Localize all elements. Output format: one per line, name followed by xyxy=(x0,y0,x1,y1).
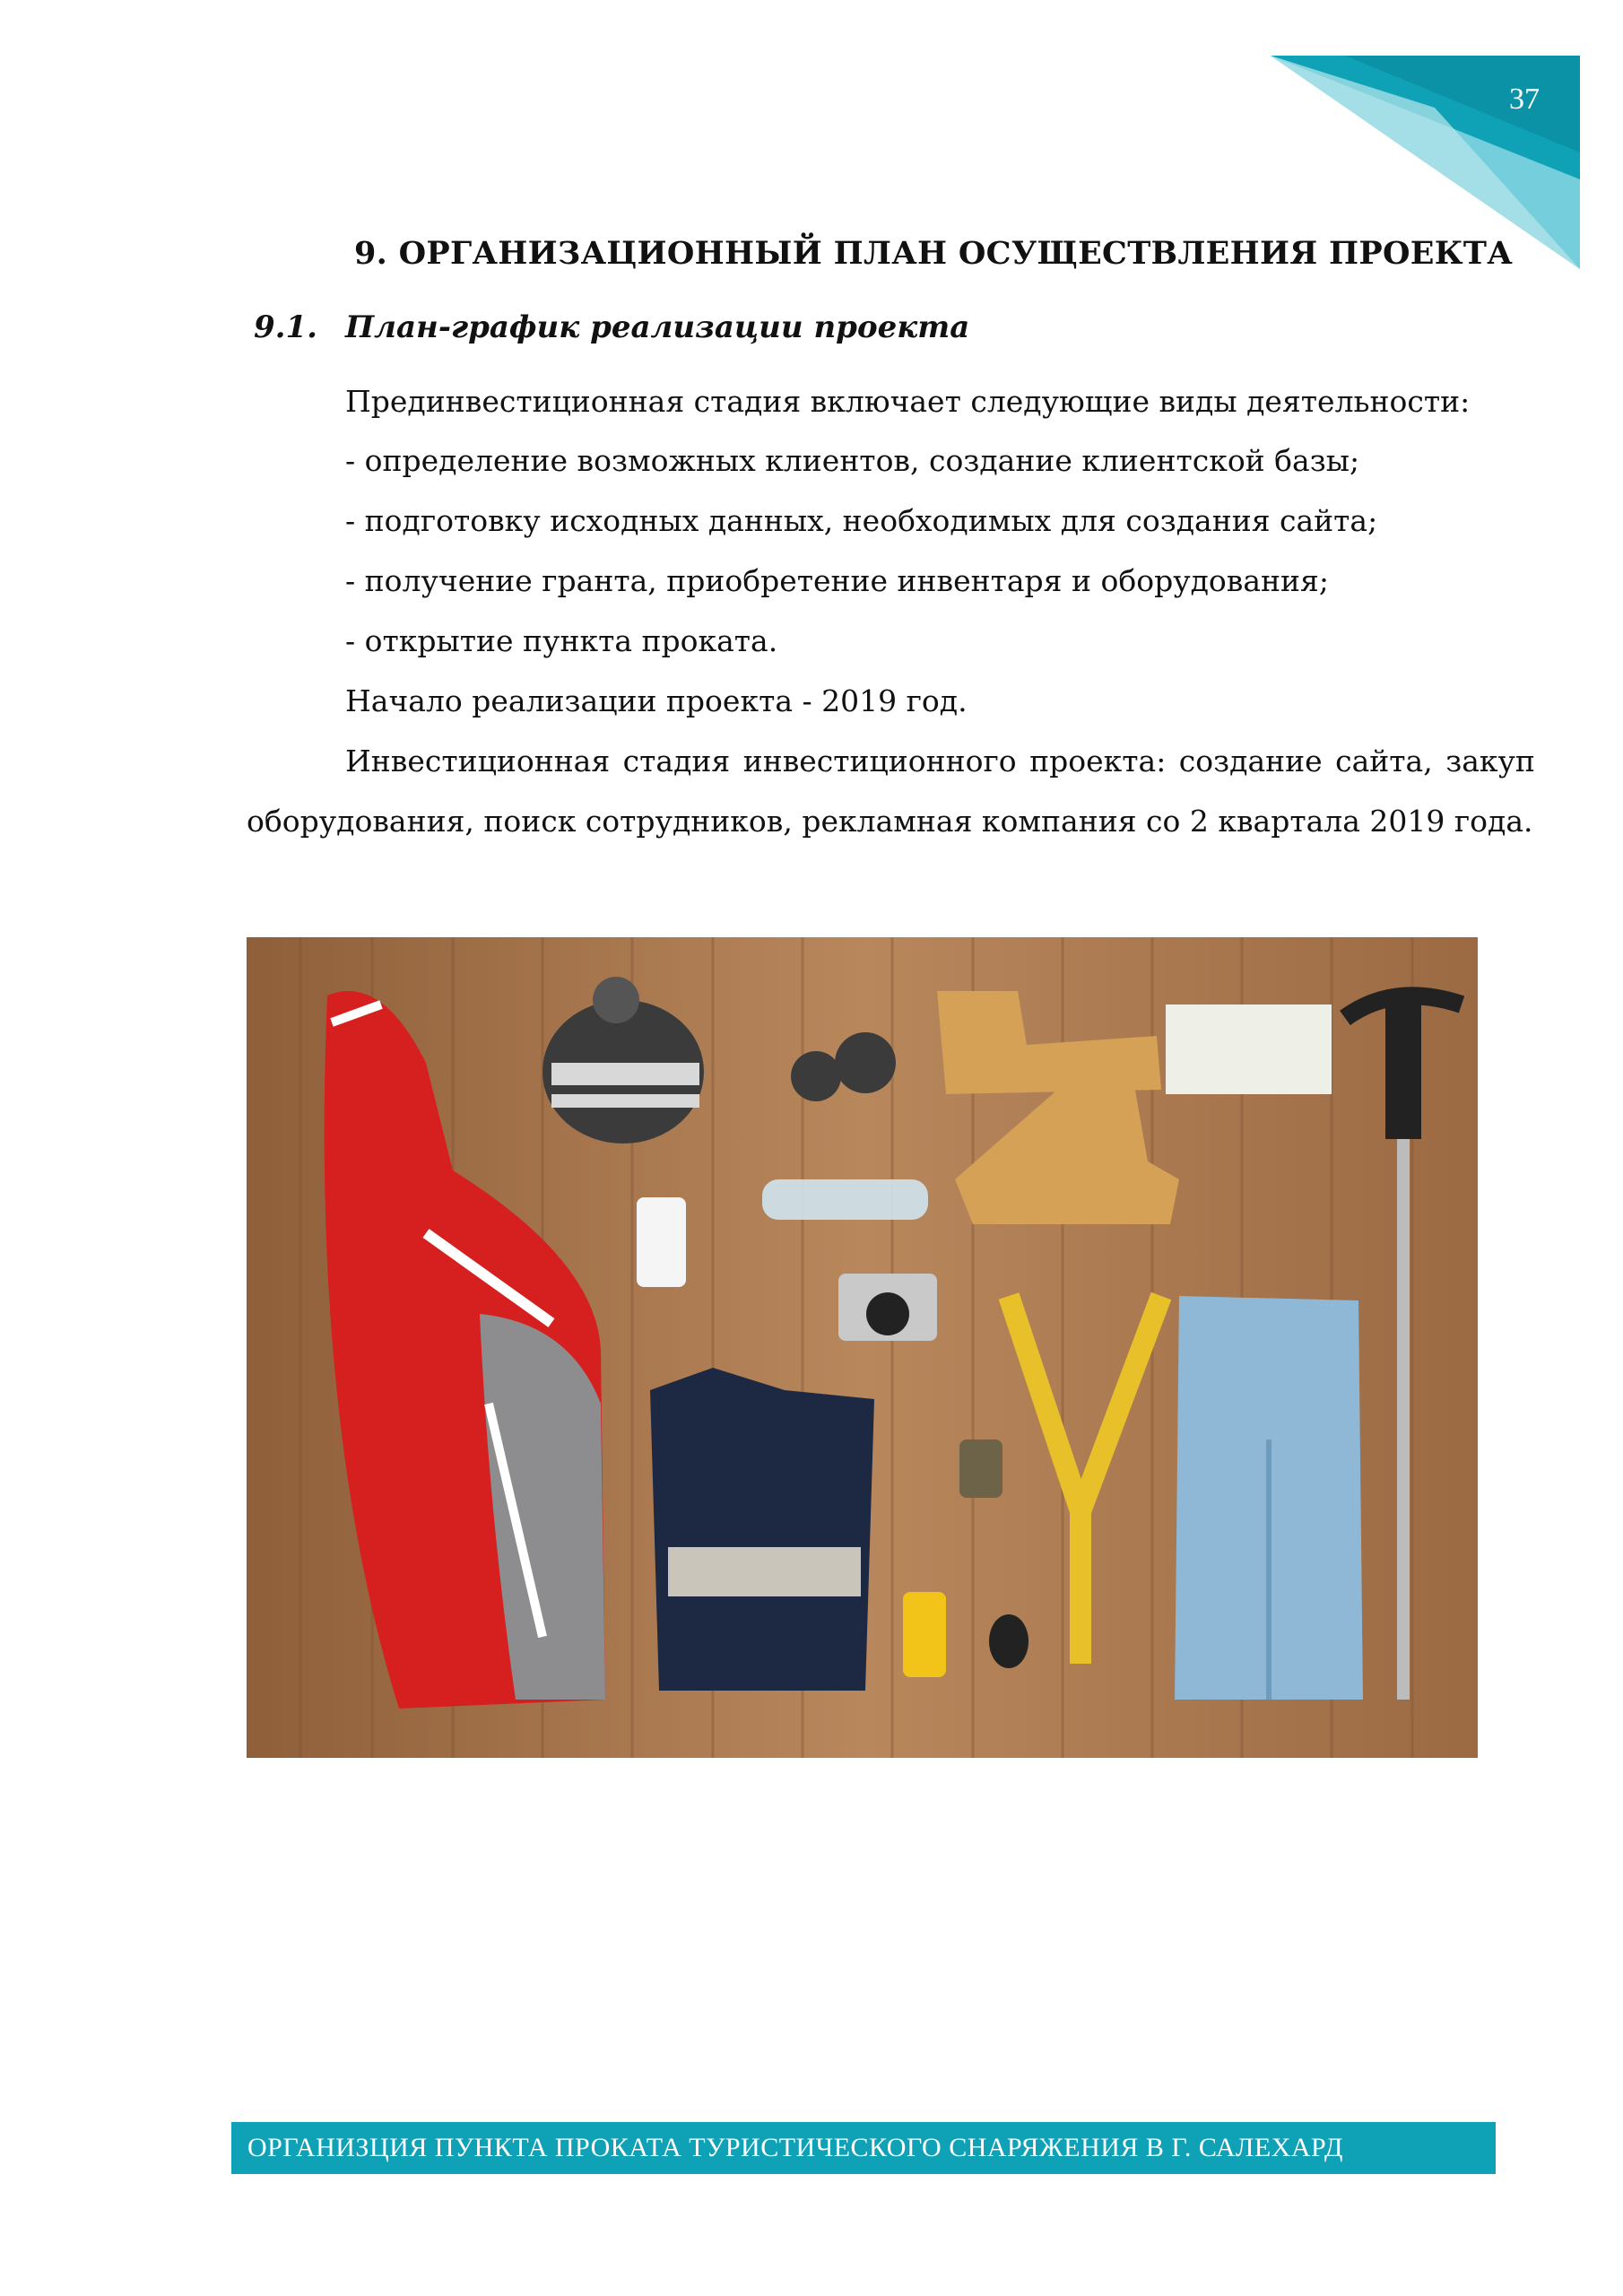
jeans xyxy=(1175,1296,1363,1700)
investment-paragraph-line1: Инвестиционная стадия инвестиционного проекта: создание сайта, закуп xyxy=(345,744,1535,778)
water-bottle xyxy=(762,1179,928,1220)
camera xyxy=(838,1274,937,1341)
subsection-title: План-график реализации проекта xyxy=(345,309,970,345)
start-paragraph: Начало реализации проекта - 2019 год. xyxy=(345,683,968,718)
binoculars xyxy=(959,1439,1002,1498)
section-heading: 9. ОРГАНИЗАЦИОННЫЙ ПЛАН ОСУЩЕСТВЛЕНИЯ ПРОЕКТА xyxy=(354,235,1514,272)
travel-gear-photo xyxy=(247,937,1478,1758)
footer-text: ОРГАНИЗЦИЯ ПУНКТА ПРОКАТА ТУРИСТИЧЕСКОГО СНАРЯЖЕНИЯ В Г. САЛЕХАРД xyxy=(247,2133,1343,2162)
intro-paragraph: Прединвестиционная стадия включает следующие виды деятельности: xyxy=(345,384,1471,419)
subsection-number: 9.1. xyxy=(254,309,317,345)
sweater xyxy=(650,1368,874,1691)
list-item: - определение возможных клиентов, создание клиентской базы; xyxy=(345,443,1360,478)
list-item: - открытие пункта проката. xyxy=(345,623,778,658)
footer-banner xyxy=(231,2122,1496,2174)
phone xyxy=(637,1197,686,1287)
list-item: - подготовку исходных данных, необходимых для создания сайта; xyxy=(345,503,1378,538)
sunglasses xyxy=(989,1614,1028,1668)
list-item: - получение гранта, приобретение инвентаря и оборудования; xyxy=(345,563,1329,598)
page-number: 37 xyxy=(1509,83,1540,116)
investment-paragraph-line2: оборудования, поиск сотрудников, рекламная компания со 2 квартала 2019 года. xyxy=(247,804,1533,839)
walkie-talkie xyxy=(903,1592,946,1677)
map xyxy=(1166,1004,1332,1094)
